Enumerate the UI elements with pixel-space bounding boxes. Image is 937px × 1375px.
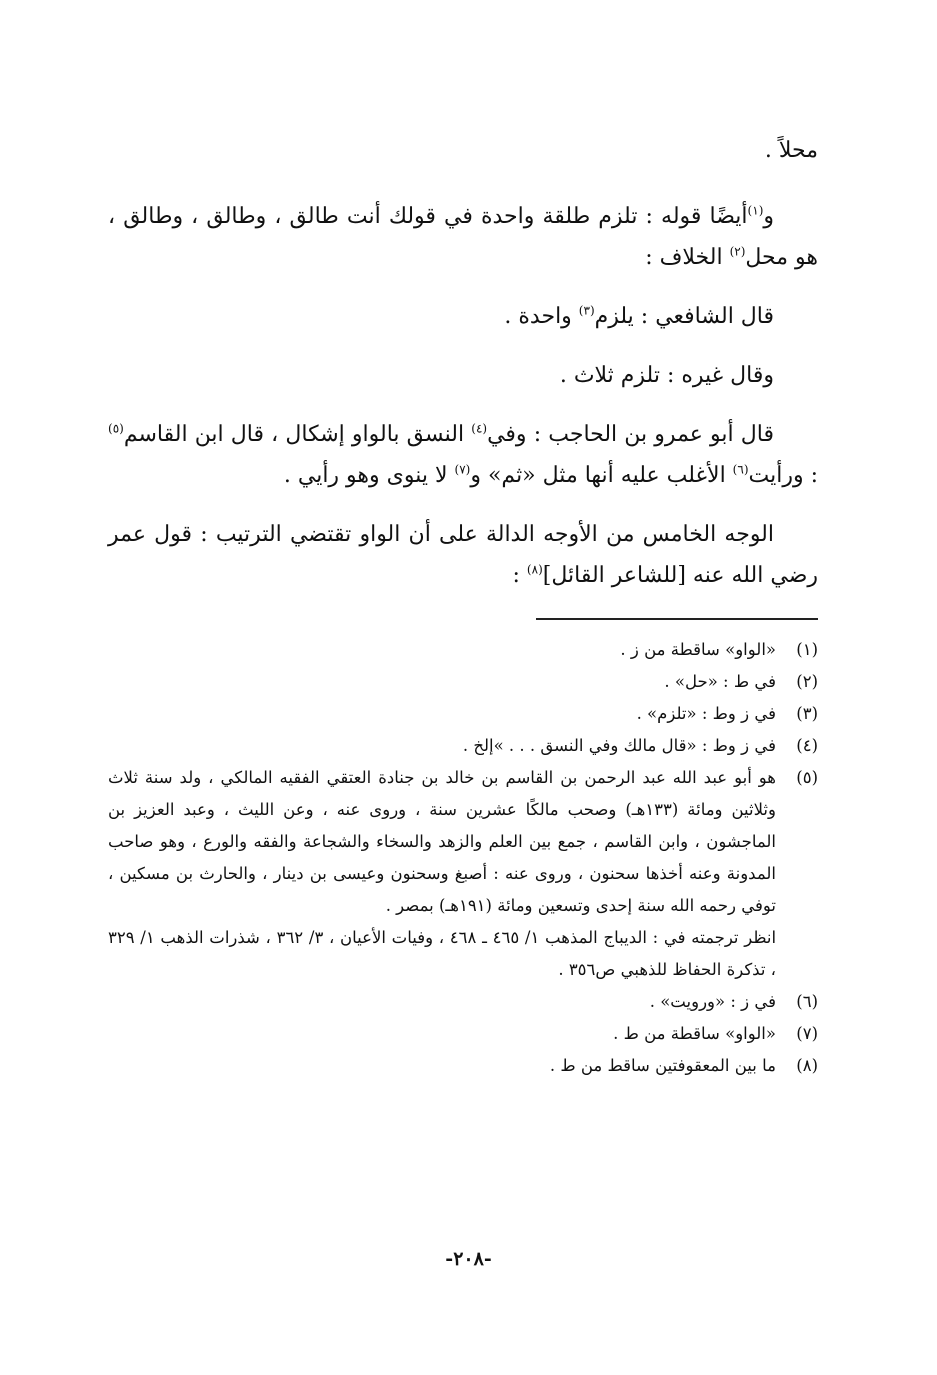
text-run: الأغلب عليه أنها مثل «ثم» و [470,463,733,488]
footnote-ref-5: (٥) [108,421,124,436]
footnote-4 [108,730,818,762]
page-number: -٢٠٨- [445,1248,492,1270]
footnote-number: (٢) [796,672,818,691]
footnote-text: في ط : «حل» . [664,672,776,691]
footnote-5-references: انظر ترجمته في : الديباج المذهب ١/ ٤٦٥ ـ ٤٦٨ ، وفيات الأعيان ، ٣/ ٣٦٢ ، شذرات الذهب ١/ ٣٢٩ ، تذكرة الحفاظ للذهبي ص٣٥٦ . [108,928,777,979]
text-run: النسق بالواو إشكال ، قال ابن القاسم [123,422,472,447]
paragraph-6 [108,514,818,596]
text-run: الخلاف : [645,245,730,270]
footnote-5 [108,762,818,922]
footnote-ref-3: (٣) [578,303,595,318]
footnote-text: «الواو» ساقطة من ز . [620,640,776,659]
footnote-number: (٦) [796,992,818,1011]
footnote-7 [108,1018,818,1050]
footnote-number: (٥) [796,768,818,787]
main-text [108,130,818,596]
footnote-number: (٤) [796,736,818,755]
footnotes [108,634,818,1082]
paragraph-1: محلاً . [764,138,818,163]
footnote-separator [536,618,818,620]
footnote-ref-4: (٤) [471,421,488,436]
footnote-text: في ز : «ورويت» . [649,992,776,1011]
footnote-number: (٨) [796,1056,818,1075]
footnote-number: (١) [796,640,818,659]
footnote-number: (٧) [796,1024,818,1043]
text-run: : ورأيت [748,463,818,488]
footnote-6 [108,986,818,1018]
footnote-ref-1: (١) [747,203,764,218]
text-run: قال أبو عمرو بن الحاجب : وفي [487,422,774,447]
footnote-ref-2: (٢) [729,244,746,259]
text-run: واحدة . [504,304,579,329]
footnote-ref-8: (٨) [526,562,543,577]
paragraph-5 [108,414,818,496]
footnote-1 [108,634,818,666]
footnote-8 [108,1050,818,1082]
footnote-text: «الواو» ساقطة من ط . [613,1024,776,1043]
text-run: : [512,563,527,588]
footnote-2 [108,666,818,698]
footnote-number: (٣) [796,704,818,723]
footnote-text: ما بين المعقوفتين ساقط من ط . [549,1056,776,1075]
text-run: الوجه الخامس من الأوجه الدالة على أن الواو تقتضي الترتيب : قول عمر رضي الله عنه [للشاعر القائل] [108,522,818,588]
page-body [108,130,818,1082]
text-run: و [763,204,774,229]
paragraph-4: وقال غيره : تلزم ثلاث . [559,363,774,388]
text-run: لا ينوى وهو رأيي . [283,463,455,488]
paragraph-2 [108,196,818,278]
footnote-text: في ز وط : «قال مالك وفي النسق . . . »إلخ . [462,736,776,755]
footnote-ref-6: (٦) [732,462,749,477]
footnote-ref-7: (٧) [454,462,471,477]
paragraph-3 [108,296,818,337]
footnote-text: هو أبو عبد الله عبد الرحمن بن القاسم بن خالد بن جنادة العتقي الفقيه المالكي ، ولد سنة ثلاث وثلاثين ومائة (١٣٣هـ) وصحب مالكًا عشرين سنة ، وروى عنه ، وعن الليث ، وعبد العزيز بن الماجشون ، وابن القاسم ، جمع بين العلم والزهد والسخاء والشجاعة والفقه والورع ، وهو صاحب المدونة وعنه أخذها سحنون ، وروى عنه : أصبغ وسحنون وعيسى بن دينار ، والحارث بن مسكين ، توفي رحمه الله سنة إحدى وتسعين ومائة (١٩١هـ) بمصر . [108,768,776,915]
text-run: أيضًا قوله : تلزم طلقة واحدة في قولك أنت طالق ، وطالق ، وطالق ، هو محل [108,204,818,270]
footnote-3 [108,698,818,730]
footnote-text: في ز وط : «تلزم» . [636,704,776,723]
text-run: قال الشافعي : يلزم [594,304,774,329]
